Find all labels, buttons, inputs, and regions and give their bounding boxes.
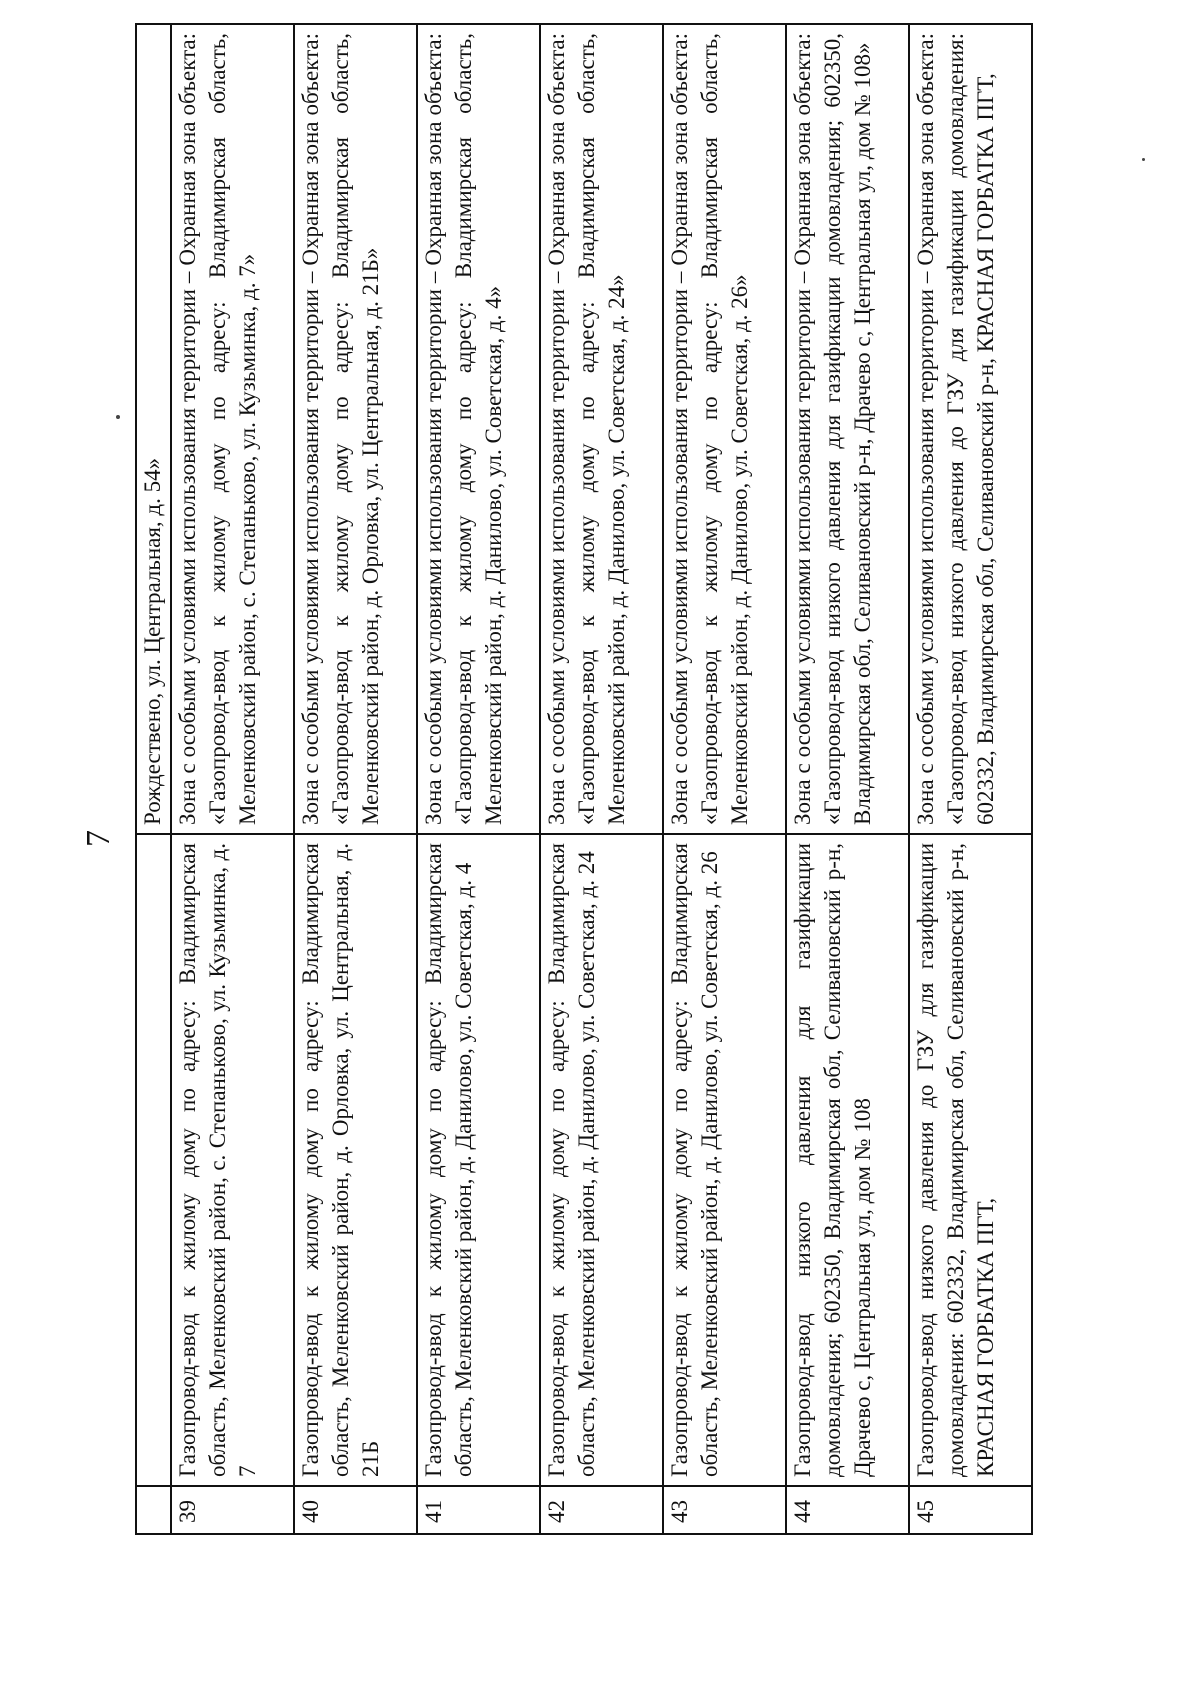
row-number: 41	[417, 1486, 540, 1534]
zone-description: Зона с особыми условиями использования территории – Охранная зона объекта: «Газопровод-ввод к жилому дому по адресу: Владимирская область, Меленковский район, д. Данилово, ул. Советская, д. 24»	[540, 24, 663, 834]
scan-speck	[1142, 158, 1145, 161]
rotated-table-wrapper	[135, 25, 1055, 1535]
zone-description: Зона с особыми условиями использования территории – Охранная зона объекта: «Газопровод-ввод низкого давления для газификации домовладения; 602350, Владимирская обл, Селивановский р-н, Драчево с, Центральная ул, дом № 108»	[786, 24, 909, 834]
row-number: 42	[540, 1486, 663, 1534]
object-description: Газопровод-ввод низкого давления для газификации домовладения; 602350, Владимирская обл, Селивановский р-н, Драчево с, Центральная ул, дом № 108	[786, 834, 909, 1486]
table-row	[294, 24, 417, 1534]
cell-object-empty	[136, 834, 171, 1486]
zone-description: Зона с особыми условиями использования территории – Охранная зона объекта: «Газопровод-ввод к жилому дому по адресу: Владимирская область, Меленковский район, д. Данилово, ул. Советская, д. 26»	[663, 24, 786, 834]
object-description: Газопровод-ввод к жилому дому по адресу: Владимирская область, Меленковский район, с. Степаньково, ул. Кузьминка, д. 7	[171, 834, 294, 1486]
object-description: Газопровод-ввод к жилому дому по адресу: Владимирская область, Меленковский район, д. Данилово, ул. Советская, д. 4	[417, 834, 540, 1486]
object-description: Газопровод-ввод к жилому дому по адресу: Владимирская область, Меленковский район, д. Данилово, ул. Советская, д. 26	[663, 834, 786, 1486]
table-row	[786, 24, 909, 1534]
table-row	[417, 24, 540, 1534]
zone-description: Зона с особыми условиями использования территории – Охранная зона объекта: «Газопровод-ввод низкого давления до ГЗУ для газификации домовладения: 602332, Владимирская обл, Селивановский р-н, КРАСНАЯ ГОРБАТКА ПГТ,	[909, 24, 1032, 834]
table-row-continuation	[136, 24, 171, 1534]
row-number: 39	[171, 1486, 294, 1534]
object-description: Газопровод-ввод к жилому дому по адресу: Владимирская область, Меленковский район, д. Данилово, ул. Советская, д. 24	[540, 834, 663, 1486]
table-row	[909, 24, 1032, 1534]
row-number: 43	[663, 1486, 786, 1534]
cell-zone-continuation: Рождествено, ул. Центральная, д. 54»	[136, 24, 171, 834]
zone-description: Зона с особыми условиями использования территории – Охранная зона объекта: «Газопровод-ввод к жилому дому по адресу: Владимирская область, Меленковский район, д. Данилово, ул. Советская, д. 4»	[417, 24, 540, 834]
row-number: 40	[294, 1486, 417, 1534]
scan-speck	[116, 415, 120, 419]
object-description: Газопровод-ввод к жилому дому по адресу: Владимирская область, Меленковский район, д. Орловка, ул. Центральная, д. 21Б	[294, 834, 417, 1486]
zones-table	[135, 23, 1033, 1535]
zone-description: Зона с особыми условиями использования территории – Охранная зона объекта: «Газопровод-ввод к жилому дому по адресу: Владимирская область, Меленковский район, с. Степаньково, ул. Кузьминка, д. 7»	[171, 24, 294, 834]
table-row	[540, 24, 663, 1534]
object-description: Газопровод-ввод низкого давления до ГЗУ для газификации домовладения: 602332, Владимирская обл, Селивановский р-н, КРАСНАЯ ГОРБАТКА ПГТ,	[909, 834, 1032, 1486]
page-number: 7	[80, 830, 117, 847]
table-row	[171, 24, 294, 1534]
row-number: 45	[909, 1486, 1032, 1534]
cell-num-empty	[136, 1486, 171, 1534]
row-number: 44	[786, 1486, 909, 1534]
table-row	[663, 24, 786, 1534]
zone-description: Зона с особыми условиями использования территории – Охранная зона объекта: «Газопровод-ввод к жилому дому по адресу: Владимирская область, Меленковский район, д. Орловка, ул. Центральная, д. 21Б»	[294, 24, 417, 834]
